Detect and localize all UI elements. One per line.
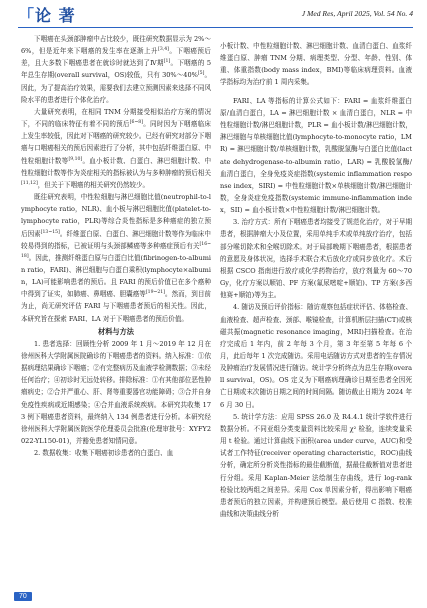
citation-ref: [16~18] (21, 241, 211, 259)
citation-ref: [5] (197, 71, 205, 77)
paragraph-text: 小板计数、中性粒细胞计数、淋巴细胞计数、血清白蛋白、血浆纤维蛋白原、肿瘤 TNM 分期、病理类型、分型、年龄、性别、体重、体重指数(body mass index，BMI)等临床病理资料。血液学指标均为治疗前 1 周内采集。 (220, 41, 412, 87)
paragraph-text: 1. 患者选择：回顾性分析 2009 年 1 月～2019 年 12 月在徐州医科大学附属医院确诊的下咽癌患者的资料。纳入标准：①依据病理结果确诊下咽癌；②有完整病历及血液学检测数据；③未经任何治疗；④初诊时无远处转移。排除标准：①有其他部位恶性肿瘤病史；②合并严重心、肝、肾等重要器官功能障碍；③合并自身免疫性疾病或近期感染；④合并血液系统疾病。本研究共收集 173 例下咽癌患者资料，最终纳入 134 例患者进行分析。本研究经徐州医科大学附属医院医学伦理委员会批准(伦理审批号：XYFY2022-YL150-01)，并豁免患者知情同意。 (21, 339, 211, 445)
paragraph-text: 。下咽癌的 5 年总生存期(overall survival，OS)较低，只有 30%～40% (21, 59, 212, 80)
title-bracket: 「 (18, 6, 36, 25)
body-paragraph (21, 106, 211, 191)
page-number: 70 (14, 592, 32, 601)
body-paragraph (220, 301, 412, 410)
journal-citation: J Med Res, April 2025, Vol. 54 No. 4 (301, 9, 413, 18)
paragraph-text: 。下咽癌预后差，且大多数下咽癌患者在就诊时就达到了Ⅳ期 (21, 47, 211, 68)
paragraph-text: 下咽癌在头颈部肿瘤中占比较少，既往研究数据显示为 2%～6%，但是近年来下咽癌的发生率在逐渐上升 (21, 35, 211, 56)
paragraph-text: 4. 随访及预后评价指标：随访观察包括症状评估、体格检查、血液检查、超声检查、颈部、喉镜检查，计算机断层扫描(CT)或核磁共振(magnetic resonance imaging，MRI)扫描检查。在治疗完成后 1 年内，前 2 年每 3 个月，第 3 年至第 5 年每 6 个月，此后每年 1 次完成随访。采用电话随访方式对患者的生存情况及肿瘤治疗发展情况进行随访。统计学分析终点为总生存期(overall survival，OS)。OS 定义为下咽癌病理确诊日期至患者全因死亡日期或末次随访日期之间的时间间隔。随访截止日期为 2024 年 6 月 30 日。 (220, 303, 412, 409)
paragraph-text: 。然而，到目前为止，尚无研究评估 FARI 与下咽癌患者预后的相关性。因此，本研究旨在探索 FARI、LA 对于下咽癌患者的预后价值。 (21, 290, 211, 323)
paragraph-text: 既往研究表明，中性粒细胞与淋巴细胞比值(neutrophil-to-lymphocyte ratio，NLR)、血小板与淋巴细胞比值(platelet-to-lymphocyte ratio，PLR)等综合炎性指标是多种癌症的独立预后因素 (21, 193, 211, 238)
section-heading: 材料与方法 (98, 326, 134, 336)
body-paragraph (220, 95, 412, 217)
body-paragraph (21, 33, 211, 106)
citation-ref: [1] (163, 59, 171, 65)
right-text-column (220, 33, 412, 520)
citation-ref: [11,12] (21, 180, 38, 186)
section-title (18, 3, 76, 26)
paragraph-text: ，但关于下咽癌的相关研究仍然较少。 (37, 180, 150, 189)
paragraph-text: FARI、LA 等指标的计算公式如下：FARI = 血浆纤维蛋白原/血清白蛋白，LA = 淋巴细胞计数 × 血清白蛋白，NLR = 中性粒细胞计数/淋巴细胞计数，PLR = 血小板计数/淋巴细胞计数，淋巴细胞与单核细胞比值(lymphocyte-to-monocyte ratio，LMR) = 淋巴细胞计数/单核细胞计数，乳酸脱氢酶与白蛋白比值(lactate dehydrogenase-to-albumin ratio，LAR) = 乳酸脱氢酶/血清白蛋白，全身免疫炎症指数(systemic inflammation response index，SIRI) = 中性粒细胞计数×单核细胞计数/淋巴细胞计数，全身炎症免疫指数(systemic immune-inflammation index，SII) = 血小板计数×中性粒细胞计数/淋巴细胞计数。 (220, 96, 412, 215)
left-text-column (21, 33, 211, 459)
page-footer (14, 583, 32, 602)
body-paragraph (21, 338, 211, 447)
paragraph-text: 。因此，为了提高治疗效果，需要我们去建立预测因素来选择不同风险水平的患者进行个体化治疗。 (21, 71, 211, 104)
citation-ref: [6~8] (129, 119, 144, 125)
body-paragraph (220, 216, 412, 301)
body-paragraph (21, 447, 211, 459)
header-divider (18, 27, 413, 28)
body-paragraph (220, 411, 412, 520)
paragraph-text: 2. 数据收集：收集下咽癌初诊患者的白蛋白、血 (34, 449, 174, 458)
body-paragraph (220, 40, 412, 89)
paragraph-text: 大量研究表明，在相同 TNM 分期接受相似治疗方案的情况下，不同的临床特征有着不同的预后 (21, 107, 211, 129)
citation-ref: [19~21] (145, 290, 165, 296)
journal-header (0, 0, 427, 32)
paragraph-text: 5. 统计学方法：应用 SPSS 26.0 及 R4.4.1 统计学软件进行数据分析。不同亚组分类变量资料比较采用 χ² 检验，连续变量采用 t 检验。通过计算曲线下面积(area under curve，AUC)和受试者工作特征(receiver operating characteristic，ROC)曲线分析，确定所分析炎性指标的最佳截断值，据最佳截断值对患者进行分组。采用 Kaplan-Meier 法绘制生存曲线，进行 log-rank 检验比较两组之间差异。采用 Cox 单因素分析，得出影响下咽癌患者预后的独立因素，并构建预后模型。最后使用 C 指数、校准曲线和决策曲线分析 (220, 412, 412, 519)
paragraph-text: 。同时因为下咽癌临床上发生率较低，因此对下咽癌的研究较少。已经有研究对部分下咽癌与口咽癌相关的预后因素进行了分析，其中包括纤维蛋白原、中性粒细胞计数等 (21, 120, 211, 165)
paragraph-text: 。纤维蛋白原、白蛋白、淋巴细胞计数等作为临床中较易得到的指标，已被证明与头颈部鳞癌等多种癌症预后有关 (21, 229, 211, 250)
body-paragraph (21, 191, 211, 325)
paragraph-text: 。血小板计数、白蛋白、淋巴细胞计数、中性粒细胞计数等作为炎症相关的指标被认为与多种肿瘤的预后相关 (21, 156, 211, 177)
citation-ref: [13~15] (40, 229, 60, 235)
paragraph-text: 。因此，推测纤维蛋白原与白蛋白比值(fibrinogen-to-albumin ratio，FARI)、淋巴细胞与白蛋白乘积(lymphocyte×albumin，LA)可能影响患者的预后。且 FARI 的预后价值已在多个癌种中得到了证实，如肺癌、鼻咽癌、胆囊癌等 (21, 253, 211, 299)
citation-ref: [9,10] (68, 156, 83, 162)
paragraph-text: 3. 治疗方式：所有下咽癌患者均接受了规范化治疗，对于早期患者，根据肿瘤大小及位置，采用单纯手术或单纯放疗治疗，包括部分喉切除术和全喉切除术。对于局部晚期下咽癌患者，根据患者的意愿及身体状况，选择手术联合术后放化疗或同步放化疗。术后根据 CSCO 指南进行放疗或化学药物治疗，放疗剂量为 60～70Gy，化疗方案以顺铂、PF 方案(氟尿嘧啶+顺铂)、TP 方案(多西他赛+顺铂)等为主。 (220, 218, 412, 300)
citation-ref: [3,4] (158, 46, 169, 52)
section-title-text: 论 著 (35, 6, 76, 25)
